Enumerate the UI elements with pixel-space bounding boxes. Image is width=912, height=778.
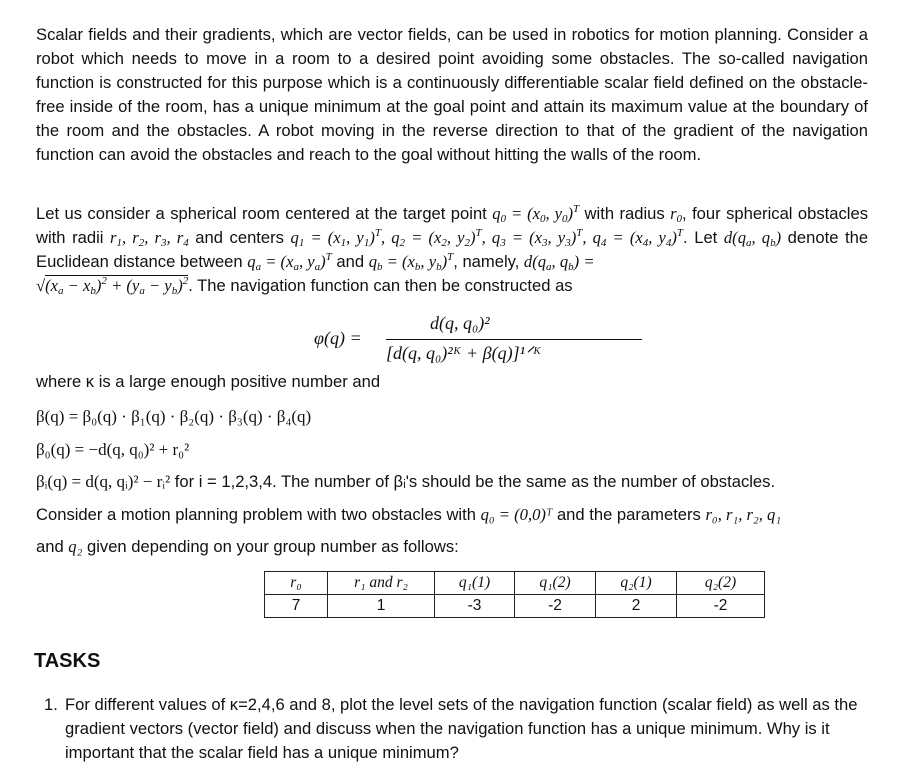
task-number: 1. [44,695,58,714]
consider-params: r₀, r₁, r₂, q₁ [705,505,782,524]
setup-text-7: and [331,252,369,271]
math-centers: $q_1 = (x_1$, $y_1)^T$, $q_2 = (x_2$, $y_2)^T$, $q_3 = (x_3$, $y_3)^T$, $q_4 = (x_4$, $y_4)^T$ [290,227,684,249]
betai-line [36,470,876,494]
and-line [36,535,876,559]
math-r0: $r_0$ [670,204,683,225]
setup-text-6: denote the Euclidean distance between [36,228,869,271]
math-qa: $q_a = (x_a$, $y_a)^T$ [247,251,332,273]
table-cell: -2 [677,595,765,618]
and-text-1: and [36,537,69,556]
setup-text-1: Let us consider a spherical room centered at the target point [36,204,493,223]
and-q2: q₂ [68,537,83,556]
task-text: For different values of κ=2,4,6 and 8, plot the level sets of the navigation function (scalar field) as well as the gradient vectors (vector field) and discuss when the navigation function has a unique minimum. Why is it important that the scalar field has a unique minimum? [65,695,858,762]
table-cell: -2 [515,595,596,618]
table-header-cell: q₂(1) [596,572,677,595]
fraction-bar [386,339,642,340]
setup-text-9: . The navigation function can then be constructed as [188,276,573,295]
consider-text-2: and the parameters [552,505,706,524]
and-text-2: given depending on your group number as follows: [82,537,459,556]
math-sqrt: $√(x_a - x_b)^2 + (y_a - y_b)^2$ [36,275,189,297]
table-header-cell: q₁(2) [515,572,596,595]
math-dist: $d(q_a$, $q_b$) [723,228,782,249]
formula-denominator: [d(q, q₀)²ᴷ + β(q)]¹ᐟᴷ [386,343,542,363]
betai-text: for i = 1,2,3,4. The number of βᵢ's should be the same as the number of obstacles. [170,472,776,491]
math-qb: $q_b = (x_b$, $y_b)^T$ [368,251,454,273]
math-dist-def: $d(q_a$, $q_b$) = [523,252,595,273]
table-header-cell: q₂(2) [677,572,765,595]
setup-text-5: . Let [683,228,724,247]
formula-lhs: φ(q) = [314,328,362,348]
beta-equation: β(q) = β₀(q) · β₁(q) · β₂(q) · β₃(q) · β₄(q) [36,407,312,426]
table-cell: 7 [265,595,328,618]
navigation-function-formula [300,313,660,369]
consider-text-1: Consider a motion planning problem with two obstacles with [36,505,481,524]
where-line: where κ is a large enough positive number and [36,372,381,391]
setup-text-3: , four spherical obstacles with radii [36,204,868,247]
math-radii: $r_1$, $r_2$, $r_3$, $r_4$ [110,228,189,249]
table-cell: 1 [328,595,435,618]
table-cell: -3 [435,595,515,618]
consider-q0: q₀ = (0,0)ᵀ [480,505,553,524]
table-row [265,595,765,618]
tasks-heading: TASKS [34,650,101,672]
intro-paragraph: Scalar fields and their gradients, which are vector fields, can be used in robotics for motion planning. Consider a robot which needs to move in a room to a desired point avoiding some obstacles. The so-called navigation function is constructed for this purpose which is a continuously differentiable scalar field defined on the obstacle-free inside of the room, has a unique minimum at the goal point and attain its maximum value at the boundary of the room and the obstacles. A robot moving in the reverse direction to that of the gradient of the navigation function can avoid the obstacles and reach to the goal without hitting the walls of the room. [36,25,868,164]
table-cell: 2 [596,595,677,618]
table-header-cell: r₁ and r₂ [328,572,435,595]
consider-line [36,503,876,527]
setup-paragraph [36,202,868,298]
betai-equation: βᵢ(q) = d(q, qᵢ)² − rᵢ² [36,472,171,491]
math-q0: $q_0 = (x_0$, $y_0)^T$ [492,203,580,225]
setup-text-2: with radius [579,204,671,223]
table-header-cell: r₀ [265,572,328,595]
formula-numerator: d(q, q₀)² [430,313,490,333]
table-header-cell: q₁(1) [435,572,515,595]
setup-text-8: , namely, [453,252,524,271]
table-header-row [265,572,765,595]
setup-text-4: and centers [188,228,291,247]
parameters-table [264,571,765,618]
beta0-equation: β₀(q) = −d(q, q₀)² + r₀² [36,440,190,459]
